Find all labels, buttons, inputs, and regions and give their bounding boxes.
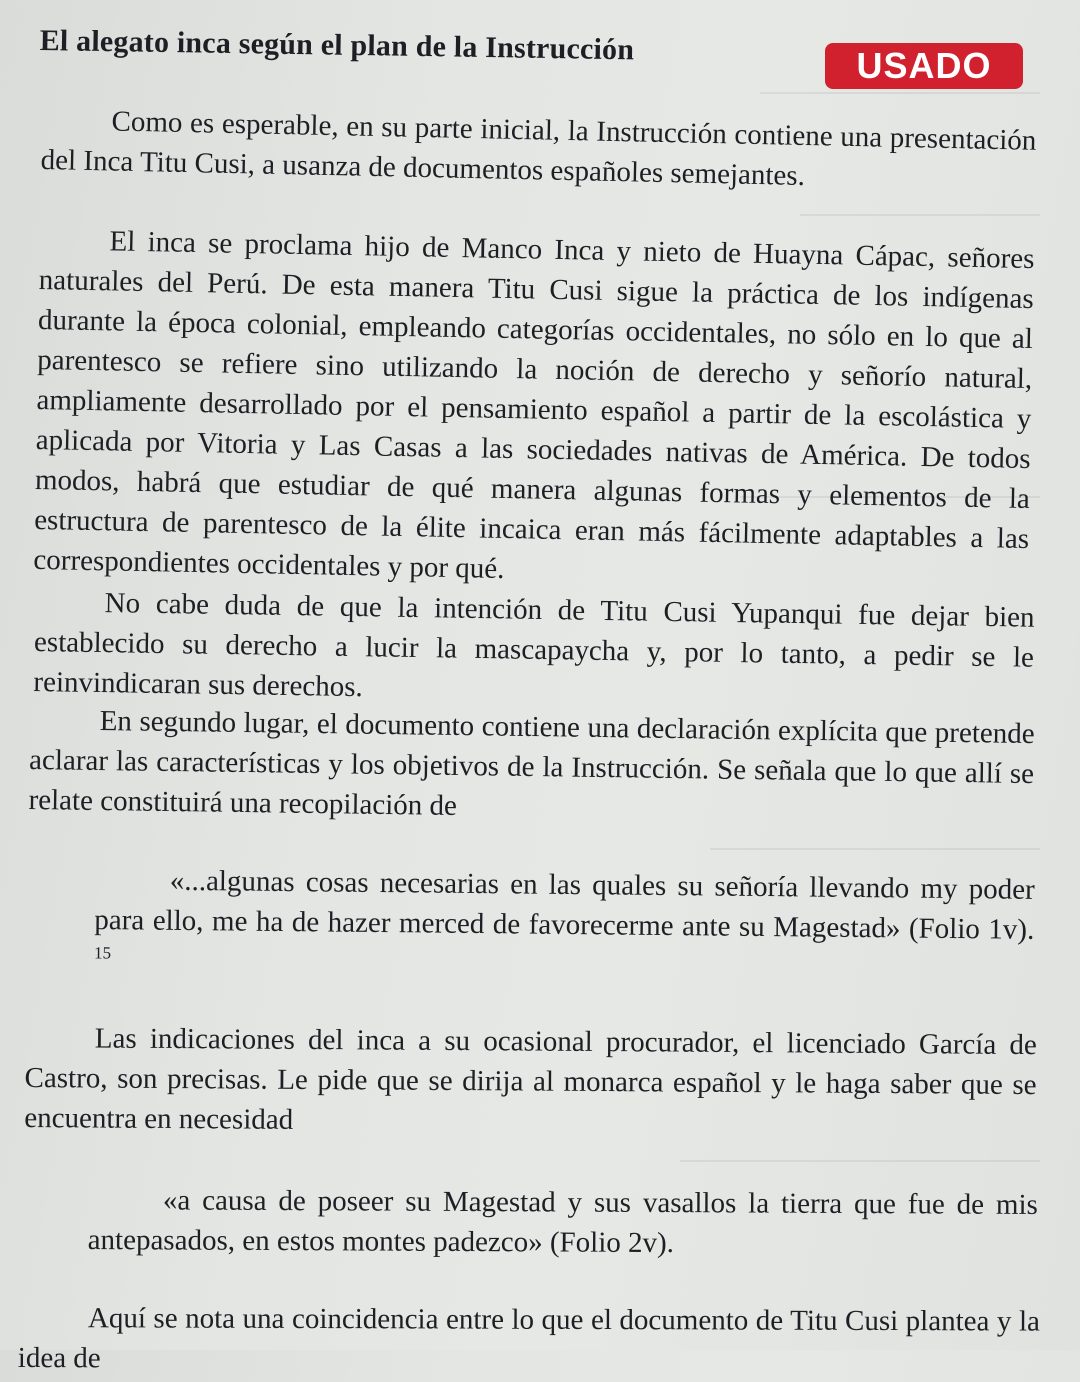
paragraph-6-text: Aquí se nota una coincidencia entre lo que el documento de Titu Cusi plantea y la idea de <box>17 1302 1040 1375</box>
paragraph-5-text: Las indicaciones del inca a su ocasional procurador, el licenciado García de Castro, son precisas. Le pide que se dirija al monarca español y le haga saber que se encuentra en necesidad <box>24 1022 1037 1136</box>
paragraph-5 <box>24 1018 1037 1145</box>
block-quote-1-text: «...algunas cosas necesarias en las quales su señoría llevando my poder para ello, me ha de hazer merced de favorecerme ante su Magestad» (Folio 1v). <box>94 864 1035 946</box>
paragraph-2-text: El inca se proclama hijo de Manco Inca y nieto de Huayna Cápac, señores naturales del Perú. De esta manera Titu Cusi sigue la práctica de los indígenas durante la época colonial, empleando categorías occidentales, no sólo en lo que al parentesco se refiere sino utilizando la noción de derecho y señorío natural, ampliamente desarrollado por el pensamiento español a partir de la escolástica y aplicada por Vitoria y Las Casas a las sociedades nativas de América. De todos modos, habrá que estudiar de qué manera algunas formas y elementos de la estructura de parentesco de la élite incaica eran más fácilmente adaptables a las correspondientes occidentales y por qué. <box>33 225 1035 585</box>
paragraph-2 <box>33 220 1035 599</box>
paragraph-1 <box>40 100 1036 201</box>
paragraph-4 <box>28 700 1035 834</box>
paragraph-3 <box>33 582 1035 718</box>
block-quote-2 <box>88 1180 1038 1265</box>
paragraph-3-text: No cabe duda de que la intención de Titu Cusi Yupanqui fue dejar bien establecido su derecho a lucir la mascapaycha y, por lo tanto, a pedir se le reinvindicaran sus derechos. <box>33 587 1035 704</box>
paragraph-4-text: En segundo lugar, el documento contiene una declaración explícita que pretende aclarar las características y los objetivos de la Instrucción. Se señala que lo que allí se relate constituirá una recopilación de <box>28 704 1035 822</box>
footnote-marker: 15 <box>93 943 112 963</box>
section-heading: El alegato inca según el plan de la Instrucción <box>39 24 635 67</box>
block-quote-1 <box>94 860 1035 990</box>
block-quote-2-text: «a causa de poseer su Magestad y sus vasallos la tierra que fue de mis antepasados, en estos montes padezco» (Folio 2v). <box>87 1184 1038 1260</box>
paragraph-6 <box>18 1298 1040 1382</box>
used-badge: USADO <box>825 43 1023 89</box>
paragraph-1-text: Como es esperable, en su parte inicial, la Instrucción contiene una presentación del Inca Titu Cusi, a usanza de documentos españoles semejantes. <box>40 105 1037 192</box>
